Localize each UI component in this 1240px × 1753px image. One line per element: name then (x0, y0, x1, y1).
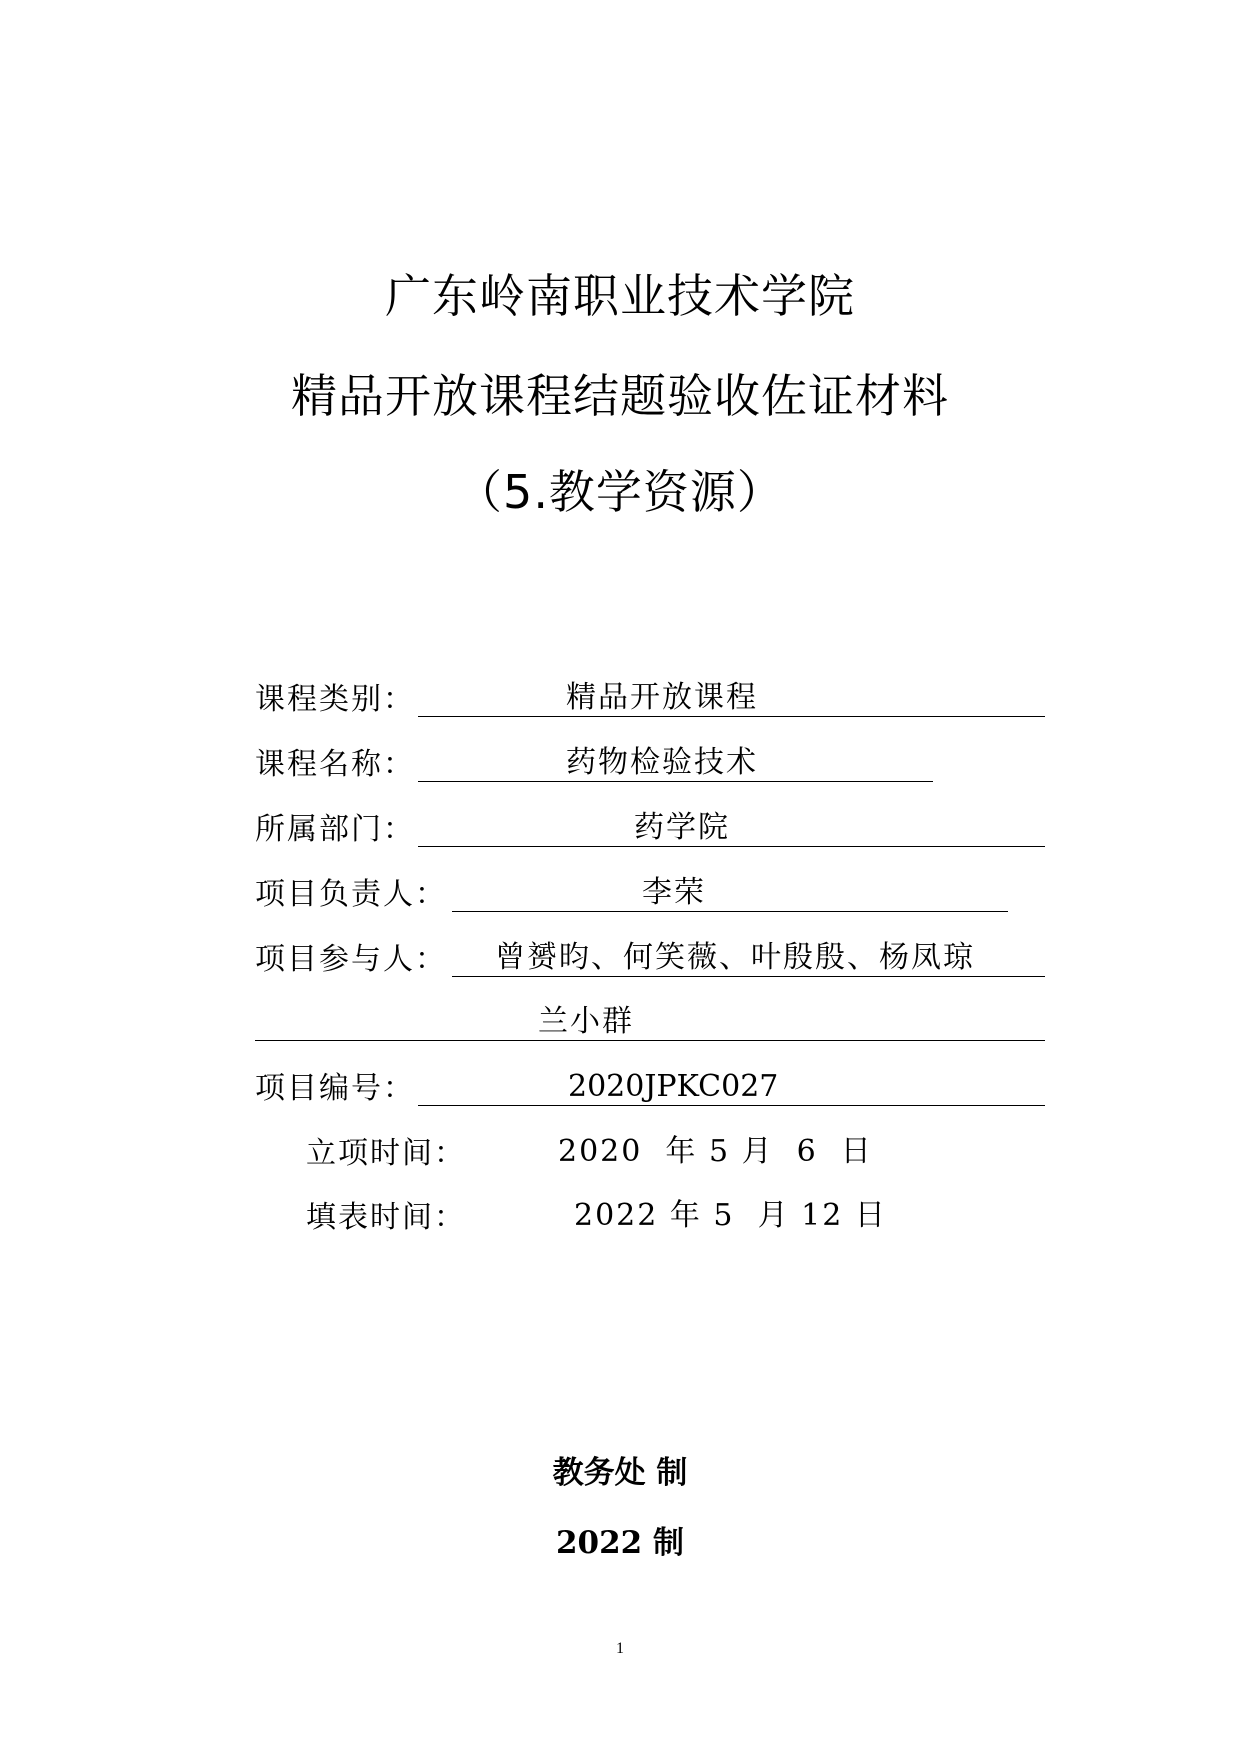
project-number-underline (418, 1105, 1045, 1106)
participants-value-line1: 曾赟昀、何笑薇、叶殷殷、杨凤琼 (495, 940, 975, 975)
department-value: 药学院 (634, 810, 730, 845)
start-date-label: 立项时间： (306, 1136, 466, 1171)
title-line-1: 广东岭南职业技术学院 (385, 269, 855, 323)
page-number: 1 (616, 1640, 624, 1657)
participants-underline-2 (255, 1040, 1045, 1041)
issuer: 教务处 制 (552, 1455, 688, 1491)
department-underline (418, 846, 1045, 847)
course-name-underline (418, 781, 933, 782)
fill-date-label: 填表时间： (306, 1200, 466, 1235)
participants-underline-1 (452, 976, 1045, 977)
project-number-value: 2020JPKC027 (568, 1069, 779, 1104)
start-date-value: 2020 年 5 月 6 日 (558, 1134, 873, 1169)
course-name-value: 药物检验技术 (566, 745, 758, 780)
fill-date-value: 2022 年 5 月 12 日 (574, 1198, 887, 1233)
project-leader-underline (452, 911, 1008, 912)
participants-value-line2: 兰小群 (538, 1004, 634, 1039)
course-type-label: 课程类别： (255, 682, 415, 717)
project-number-label: 项目编号： (255, 1071, 415, 1106)
department-label: 所属部门： (255, 812, 415, 847)
participants-label: 项目参与人： (255, 942, 447, 977)
project-leader-value: 李荣 (642, 875, 706, 910)
course-name-label: 课程名称： (255, 747, 415, 782)
project-leader-label: 项目负责人： (255, 877, 447, 912)
title-line-2: 精品开放课程结题验收佐证材料 (291, 369, 949, 423)
course-type-value: 精品开放课程 (566, 680, 758, 715)
course-type-underline (418, 716, 1045, 717)
title-line-3: （5.教学资源） (456, 465, 784, 519)
issue-year: 2022 制 (555, 1525, 685, 1561)
